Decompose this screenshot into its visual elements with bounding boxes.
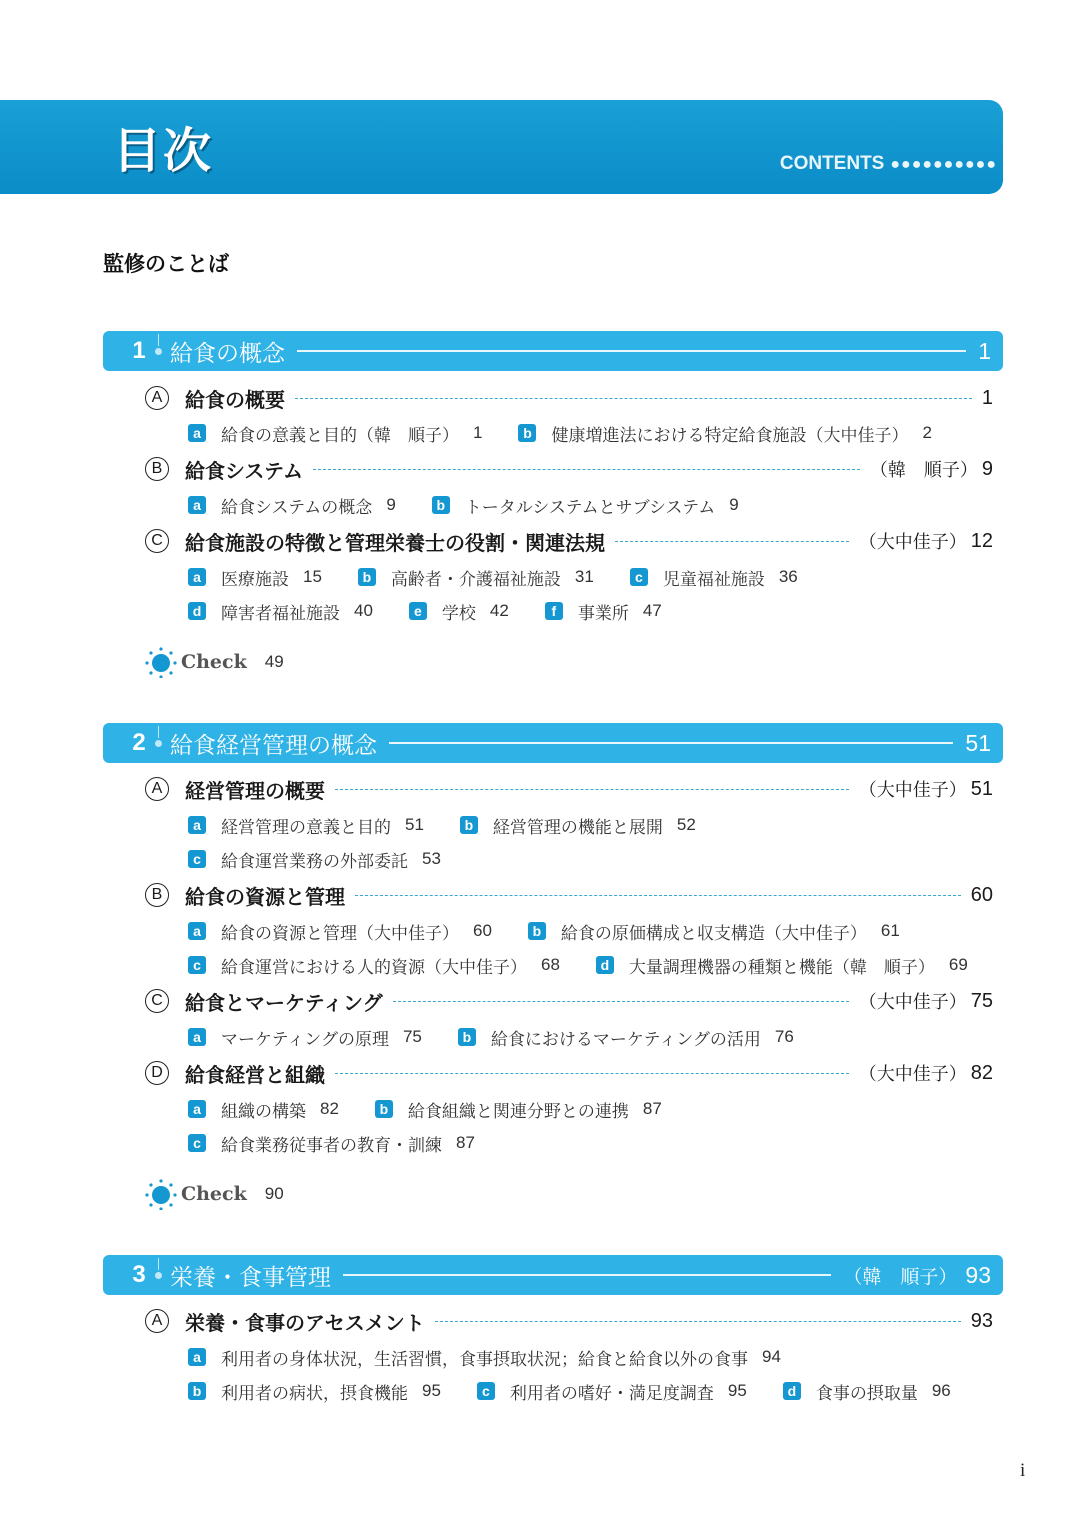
subsection-item[interactable] (188, 1131, 475, 1156)
chapter-title: 給食の概念 (170, 340, 285, 367)
section-title: 給食施設の特徴と管理栄養士の役割・関連法規 (185, 530, 605, 555)
subsection-page: 95 (727, 1381, 747, 1400)
section-title: 給食の概要 (185, 387, 285, 412)
subsection-row (188, 420, 968, 446)
subsection-page: 36 (778, 567, 798, 586)
section-2B[interactable] (145, 880, 993, 910)
subsection-badge-icon: c (477, 1382, 495, 1400)
subsection-page: 40 (354, 601, 373, 620)
subsection-badge-icon: c (630, 568, 648, 586)
subsection-title: 食事の摂取量 (815, 1383, 918, 1404)
subsection-row (188, 846, 477, 872)
section-leader (295, 398, 972, 399)
subsection-title: 給食運営における人的資源（大中佳子） (221, 957, 527, 978)
subsection-badge-icon: a (188, 424, 206, 442)
subsection-badge-icon: a (188, 1100, 206, 1118)
section-letter-icon: B (145, 457, 169, 481)
subsection-row (188, 1130, 511, 1156)
subsection-title: 大量調理機器の種類と機能（韓 順子） (628, 957, 935, 978)
chapter-leader (297, 350, 966, 352)
subsection-title: 給食の原価構成と収支構造（大中佳子） (560, 923, 867, 944)
section-letter-icon: B (145, 883, 169, 907)
subsection-page: 2 (922, 423, 932, 442)
subsection-badge-icon: c (188, 1134, 206, 1152)
subsection-page: 31 (574, 567, 594, 586)
subsection-badge-icon: b (518, 424, 536, 442)
subsection-row (188, 952, 1004, 978)
subsection-item[interactable] (188, 847, 441, 872)
section-leader (435, 1321, 961, 1322)
subsection-title: トータルシステムとサブシステム (464, 497, 716, 518)
subsection-badge-icon: a (188, 496, 206, 514)
subsection-title: 児童福祉施設 (662, 569, 765, 590)
subsection-badge-icon: d (783, 1382, 801, 1400)
subsection-title: 利用者の病状，摂食機能 (221, 1383, 408, 1404)
subsection-page: 68 (541, 955, 560, 974)
subsection-item[interactable] (188, 493, 396, 518)
section-title: 給食システム (185, 458, 303, 483)
subsection-page: 51 (405, 815, 424, 834)
subsection-item[interactable] (188, 919, 492, 944)
subsection-title: 給食システムの概念 (221, 497, 373, 518)
section-3A[interactable] (145, 1306, 993, 1336)
header-dots: ●●●●●●●●●● (890, 156, 997, 173)
subsection-title: 組織の構築 (221, 1101, 306, 1122)
chapter-number: 3 (132, 1261, 146, 1288)
subsection-item[interactable] (460, 813, 696, 838)
chapter-page: 93 (965, 1261, 991, 1288)
subsection-title: 健康増進法における特定給食施設（大中佳子） (551, 425, 909, 446)
subsection-page: 52 (676, 815, 696, 834)
section-page: 60 (970, 883, 993, 906)
check-label: Check (181, 651, 247, 673)
check-label: Check (181, 1183, 247, 1205)
subsection-item[interactable] (783, 1379, 951, 1404)
section-leader (335, 1073, 849, 1074)
subsection-badge-icon: a (188, 922, 206, 940)
subsection-item[interactable] (188, 813, 424, 838)
subsection-title: 高齢者・介護福祉施設 (390, 569, 561, 590)
subsection-badge-icon: d (188, 602, 206, 620)
section-2D[interactable] (145, 1058, 993, 1088)
subsection-item[interactable] (188, 1345, 781, 1370)
subsection-item[interactable] (188, 421, 482, 446)
section-letter-icon: A (145, 1309, 169, 1333)
subsection-item[interactable] (545, 599, 662, 624)
subsection-page: 61 (880, 921, 900, 940)
check-link-2[interactable] (145, 1177, 284, 1211)
subsection-title: 給食の資源と管理（大中佳子） (221, 923, 459, 944)
chapter-author: （韓 順子） (843, 1265, 958, 1288)
subsection-page: 82 (320, 1099, 339, 1118)
section-2A[interactable] (145, 774, 993, 804)
check-link-1[interactable] (145, 645, 284, 679)
subsection-page: 76 (774, 1027, 794, 1046)
chapter-number: 2 (132, 729, 146, 756)
section-author: （大中佳子） (858, 532, 967, 553)
section-2C[interactable] (145, 986, 993, 1016)
chapter-title: 給食経営管理の概念 (170, 732, 377, 759)
subsection-badge-icon: b (460, 816, 478, 834)
section-title: 給食とマーケティング (185, 990, 383, 1015)
chapter-bar-3[interactable] (103, 1255, 1003, 1295)
subsection-row (188, 492, 775, 518)
preface-link[interactable]: 監修のことば (103, 252, 229, 276)
subsection-title: 利用者の身体状況，生活習慣，食事摂取状況；給食と給食以外の食事 (221, 1349, 748, 1370)
subsection-row (188, 1344, 817, 1370)
subsection-item[interactable] (630, 565, 798, 590)
section-page: 75 (970, 989, 993, 1012)
subsection-item[interactable] (188, 565, 322, 590)
subsection-title: 給食の意義と目的（韓 順子） (221, 425, 459, 446)
section-author: （大中佳子） (858, 780, 967, 801)
subsection-badge-icon: c (188, 956, 206, 974)
subsection-title: 事業所 (577, 603, 629, 624)
check-page: 90 (264, 1184, 284, 1203)
subsection-badge-icon: a (188, 568, 206, 586)
subsection-title: 経営管理の機能と展開 (492, 817, 663, 838)
subsection-row (188, 564, 834, 590)
subsection-row (188, 1096, 698, 1122)
chapter-dot-icon (155, 1272, 162, 1279)
subsection-title: 給食運営業務の外部委託 (221, 851, 408, 872)
chapter-leader (343, 1274, 831, 1276)
section-leader (335, 789, 849, 790)
chapter-page: 51 (965, 729, 991, 756)
subsection-title: 給食組織と関連分野との連携 (407, 1101, 629, 1122)
section-page: 1 (981, 386, 993, 409)
subsection-page: 95 (422, 1381, 441, 1400)
subsection-title: 経営管理の意義と目的 (221, 817, 391, 838)
subsection-badge-icon: b (375, 1100, 393, 1118)
check-sun-icon (145, 1178, 177, 1210)
section-title: 経営管理の概要 (185, 778, 325, 803)
subsection-row (188, 598, 698, 624)
section-1A[interactable] (145, 383, 993, 413)
section-1C[interactable] (145, 526, 993, 556)
subsection-badge-icon: b (528, 922, 546, 940)
section-page: 93 (970, 1309, 993, 1332)
section-title: 給食の資源と管理 (185, 884, 345, 909)
subsection-title: 医療施設 (221, 569, 289, 590)
subsection-badge-icon: e (409, 602, 427, 620)
check-sun-icon (145, 646, 177, 678)
section-leader (393, 1001, 849, 1002)
section-letter-icon: C (145, 529, 169, 553)
section-page: 51 (970, 777, 993, 800)
subsection-page: 94 (762, 1347, 781, 1366)
subsection-row (188, 812, 732, 838)
section-1B[interactable] (145, 454, 993, 484)
subsection-item[interactable] (518, 421, 931, 446)
header-subtitle-text: CONTENTS (779, 153, 885, 174)
section-title: 栄養・食事のアセスメント (185, 1310, 425, 1335)
subsection-item[interactable] (188, 953, 560, 978)
subsection-page: 53 (422, 849, 441, 868)
subsection-item[interactable] (458, 1025, 794, 1050)
page-title: 目次 (113, 123, 214, 179)
section-letter-icon: D (145, 1061, 169, 1085)
subsection-page: 15 (303, 567, 322, 586)
section-letter-icon: A (145, 386, 169, 410)
subsection-badge-icon: b (458, 1028, 476, 1046)
page-folio: i (1020, 1460, 1026, 1481)
subsection-page: 87 (456, 1133, 475, 1152)
subsection-badge-icon: b (358, 568, 376, 586)
subsection-page: 69 (948, 955, 968, 974)
subsection-item[interactable] (375, 1097, 662, 1122)
subsection-title: マーケティングの原理 (221, 1029, 389, 1050)
chapter-title: 栄養・食事管理 (170, 1264, 331, 1291)
section-page: 82 (970, 1061, 993, 1084)
subsection-badge-icon: a (188, 1028, 206, 1046)
subsection-page: 9 (729, 495, 739, 514)
subsection-page: 87 (642, 1099, 662, 1118)
section-page: 12 (970, 529, 993, 552)
chapter-dot-icon (155, 740, 162, 747)
chapter-page: 1 (978, 337, 991, 364)
chapter-number: 1 (132, 337, 146, 364)
chapter-bar-2[interactable] (103, 723, 1003, 763)
subsection-item[interactable] (528, 919, 900, 944)
subsection-item[interactable] (477, 1379, 747, 1404)
subsection-item[interactable] (188, 599, 373, 624)
subsection-row (188, 918, 936, 944)
subsection-item[interactable] (188, 1097, 339, 1122)
chapter-leader (389, 742, 953, 744)
subsection-title: 学校 (441, 603, 476, 624)
header-subtitle (780, 153, 997, 175)
chapter-dot-icon (155, 348, 162, 355)
subsection-item[interactable] (432, 493, 739, 518)
subsection-title: 利用者の嗜好・満足度調査 (509, 1383, 714, 1404)
check-page: 49 (264, 652, 284, 671)
section-leader (355, 895, 961, 896)
subsection-item[interactable] (596, 953, 968, 978)
subsection-page: 60 (473, 921, 492, 940)
section-author: （大中佳子） (858, 1064, 967, 1085)
subsection-row (188, 1024, 830, 1050)
subsection-item[interactable] (409, 599, 509, 624)
chapter-bar-1[interactable] (103, 331, 1003, 371)
subsection-badge-icon: b (188, 1382, 206, 1400)
subsection-badge-icon: f (545, 602, 563, 620)
subsection-badge-icon: a (188, 816, 206, 834)
subsection-page: 96 (931, 1381, 951, 1400)
subsection-item[interactable] (188, 1379, 441, 1404)
section-page: 9 (981, 457, 993, 480)
subsection-badge-icon: d (596, 956, 614, 974)
subsection-page: 47 (642, 601, 662, 620)
subsection-page: 1 (473, 423, 483, 442)
section-title: 給食経営と組織 (185, 1062, 325, 1087)
subsection-badge-icon: a (188, 1348, 206, 1366)
subsection-page: 9 (386, 495, 396, 514)
subsection-title: 給食業務従事者の教育・訓練 (221, 1135, 442, 1156)
section-letter-icon: A (145, 777, 169, 801)
section-author: （大中佳子） (858, 992, 967, 1013)
subsection-item[interactable] (358, 565, 594, 590)
subsection-page: 75 (402, 1027, 422, 1046)
subsection-page: 42 (489, 601, 509, 620)
subsection-badge-icon: b (432, 496, 450, 514)
section-author: （韓 順子） (869, 460, 978, 481)
subsection-badge-icon: c (188, 850, 206, 868)
subsection-item[interactable] (188, 1025, 422, 1050)
subsection-row (188, 1378, 987, 1404)
subsection-title: 障害者福祉施設 (221, 603, 340, 624)
section-leader (313, 469, 860, 470)
subsection-title: 給食におけるマーケティングの活用 (490, 1029, 761, 1050)
section-leader (615, 541, 849, 542)
section-letter-icon: C (145, 989, 169, 1013)
